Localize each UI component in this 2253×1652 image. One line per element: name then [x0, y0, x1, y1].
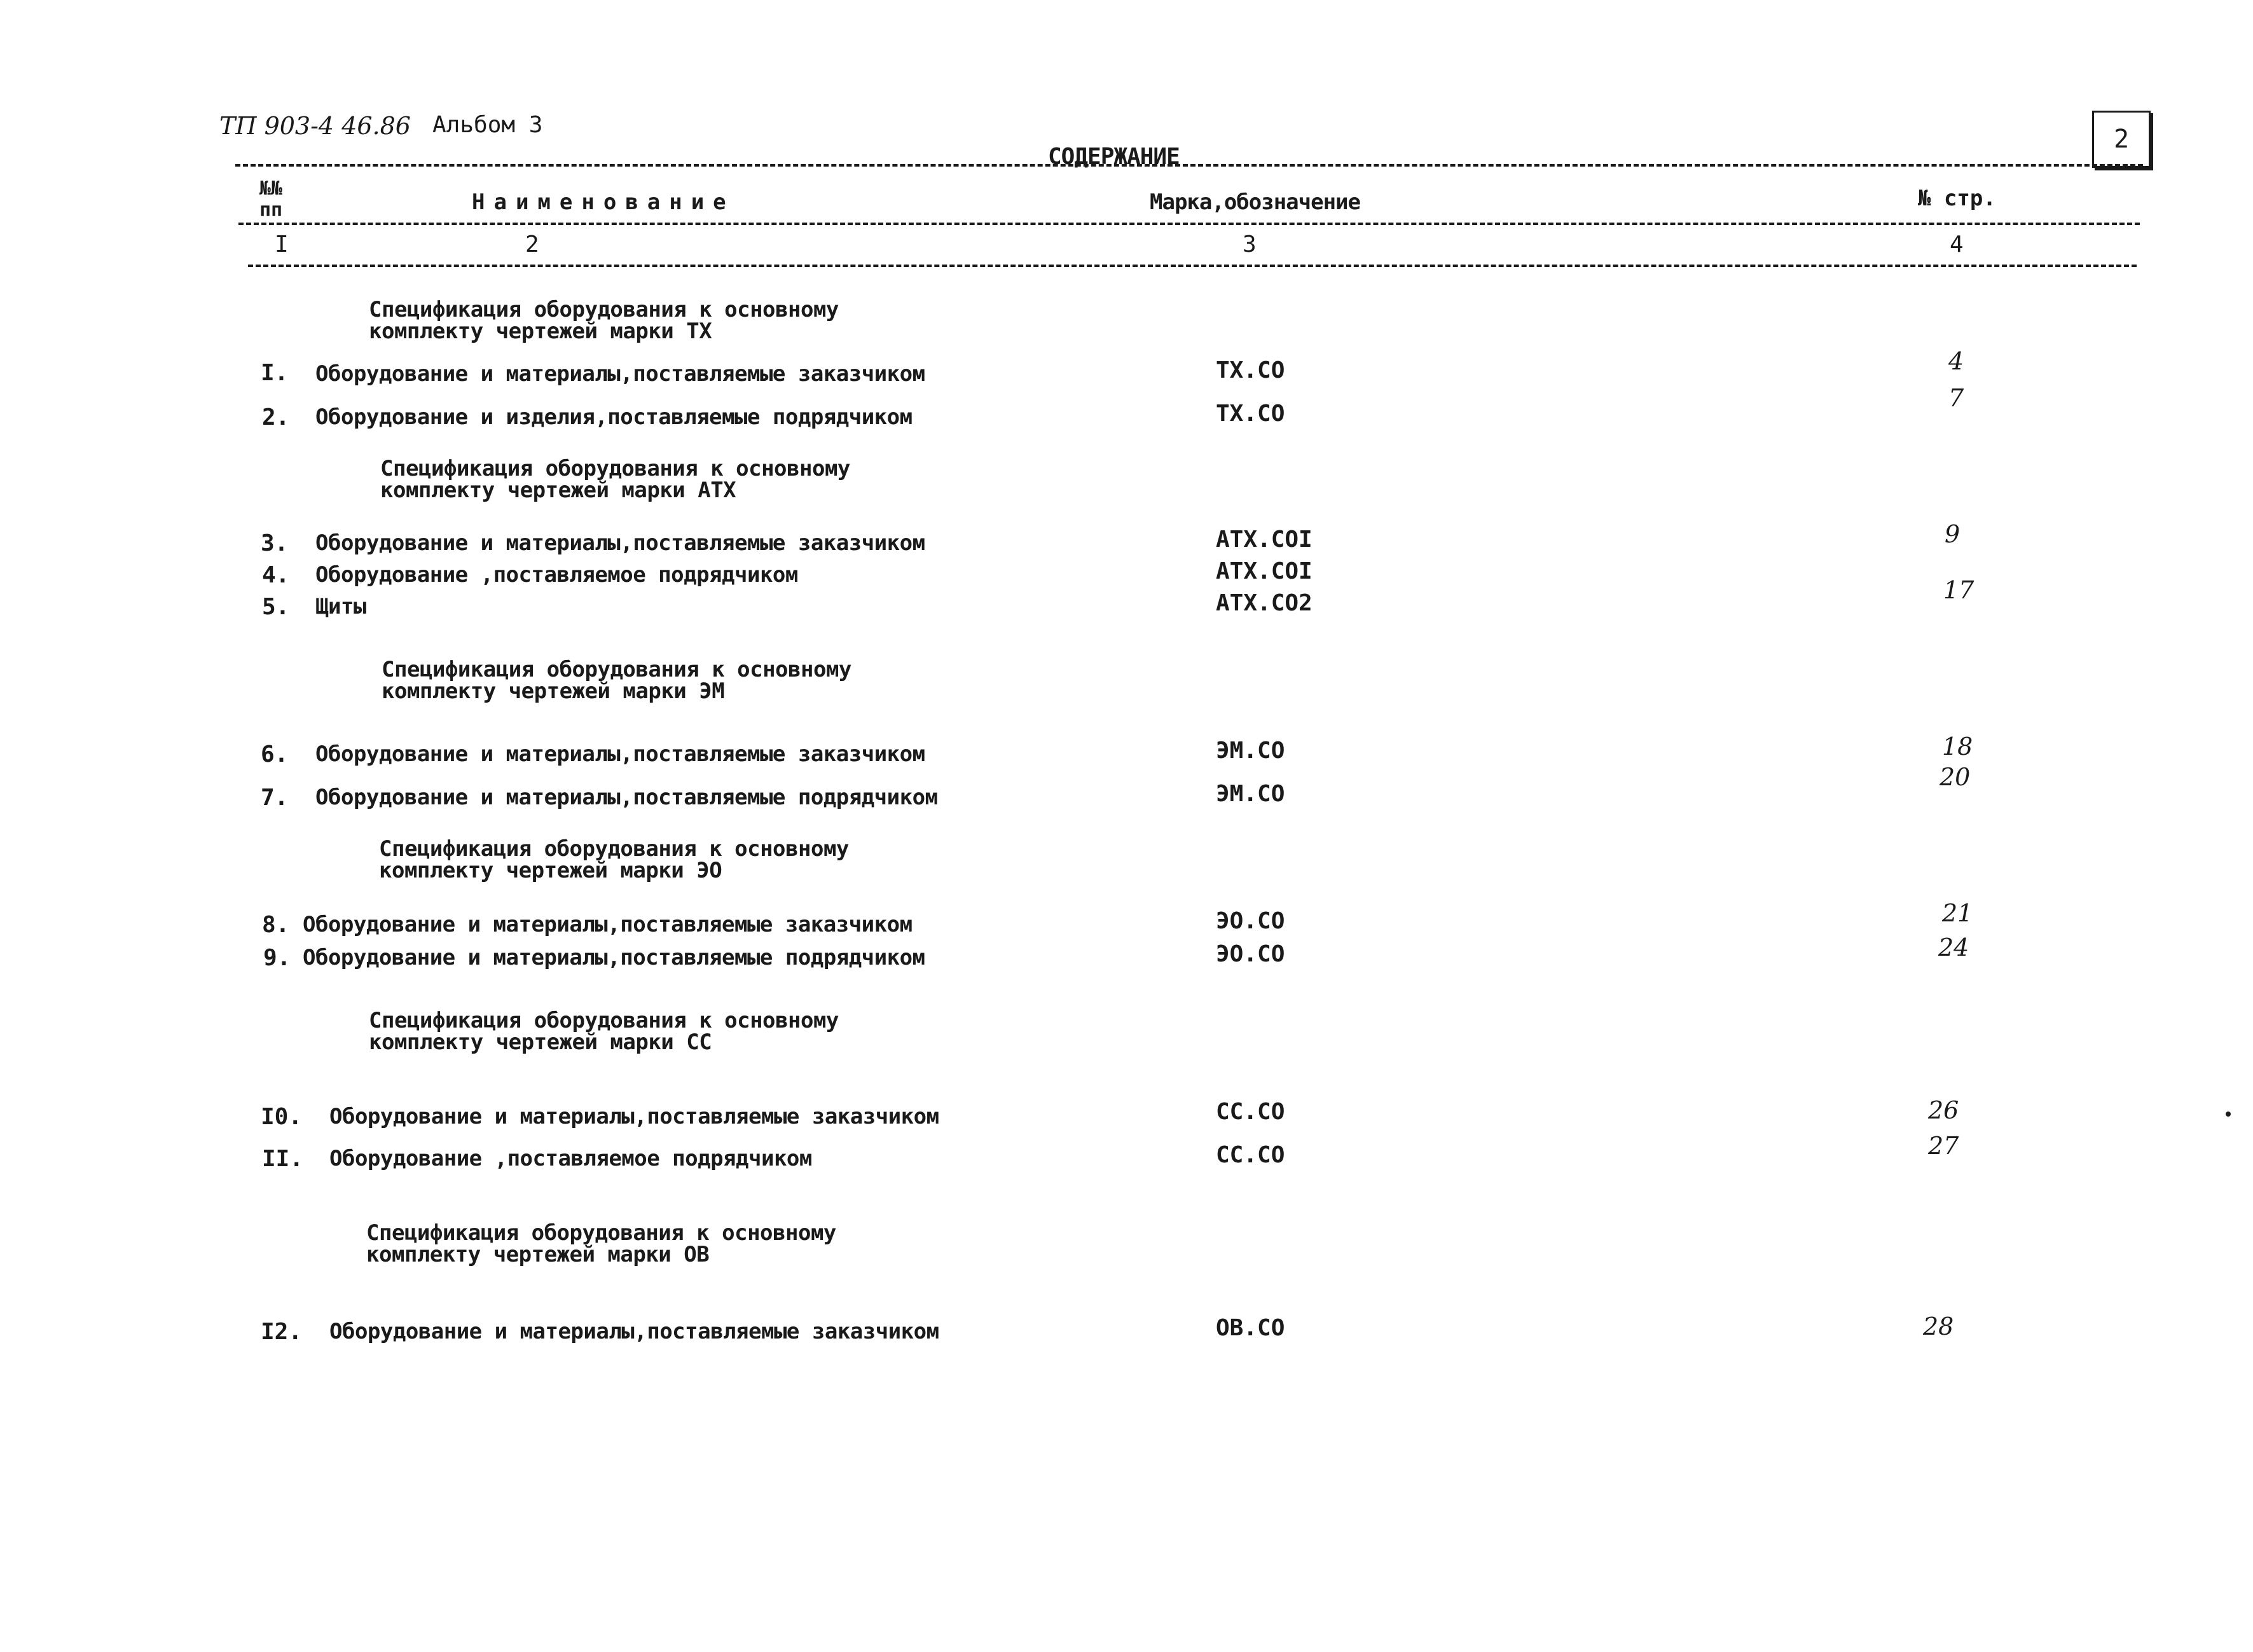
row-number: 4. — [262, 562, 290, 588]
header-num — [259, 178, 298, 221]
section-heading-line: Спецификация оборудования к основному — [369, 1008, 839, 1033]
row-mark: АТХ.СОI — [1216, 558, 1313, 584]
section-heading-line: комплекту чертежей марки ЭМ — [382, 678, 725, 704]
row-page: 18 — [1942, 733, 1973, 761]
col-number-2: 2 — [525, 231, 539, 258]
row-name: Оборудование и материалы,поставляемые заказчиком — [315, 530, 925, 556]
row-page: 21 — [1942, 899, 1973, 927]
row-mark: ЭО.СО — [1216, 941, 1285, 967]
table-rule-header — [238, 223, 2140, 225]
row-number: 7. — [261, 785, 289, 811]
row-page: 27 — [1928, 1132, 1959, 1160]
table-rule-top — [235, 164, 2143, 167]
row-name: Оборудование и материалы,поставляемые заказчиком — [303, 912, 913, 937]
row-mark: ОВ.СО — [1216, 1315, 1285, 1341]
row-number: 2. — [262, 404, 290, 430]
row-number: I2. — [261, 1319, 303, 1345]
row-page: 9 — [1945, 520, 1960, 548]
row-number: I0. — [261, 1104, 303, 1130]
row-name: Оборудование и материалы,поставляемые подрядчиком — [315, 785, 938, 810]
row-page: 28 — [1923, 1312, 1954, 1340]
section-heading — [369, 1010, 839, 1053]
row-mark: ТХ.СО — [1216, 357, 1285, 383]
row-mark: АТХ.СО2 — [1216, 590, 1313, 616]
row-name: Оборудование ,поставляемое подрядчиком — [329, 1146, 812, 1171]
col-number-4: 4 — [1950, 231, 1964, 258]
page-number-box: 2 — [2092, 111, 2151, 168]
row-number: 5. — [262, 594, 290, 620]
row-name: Оборудование ,поставляемое подрядчиком — [315, 562, 798, 588]
row-name: Оборудование и материалы,поставляемые заказчиком — [329, 1319, 939, 1344]
row-number: II. — [262, 1146, 304, 1172]
row-mark: ЭМ.СО — [1216, 781, 1285, 807]
section-heading — [380, 458, 850, 501]
album-label: Альбом 3 — [432, 112, 543, 138]
row-page: 7 — [1948, 384, 1964, 412]
row-name: Щиты — [315, 594, 366, 619]
document-code: ТП 903-4 46.86 — [219, 112, 411, 140]
header-page: № стр. — [1918, 186, 1996, 211]
scan-speck — [2226, 1112, 2231, 1117]
row-mark: ЭМ.СО — [1216, 738, 1285, 764]
row-number: 6. — [261, 741, 289, 767]
row-name: Оборудование и материалы,поставляемые заказчиком — [315, 741, 925, 767]
row-mark: СС.СО — [1216, 1099, 1285, 1125]
section-heading-line: комплекту чертежей марки СС — [369, 1029, 712, 1055]
row-number: 8. — [262, 912, 290, 938]
row-mark: СС.СО — [1216, 1142, 1285, 1168]
table-rule-numbers — [248, 265, 2137, 267]
row-number: 3. — [261, 530, 289, 556]
section-heading — [366, 1222, 836, 1265]
row-page: 4 — [1948, 347, 1964, 375]
header-name: Наименование — [472, 189, 735, 215]
section-heading-line: комплекту чертежей марки ОВ — [366, 1242, 710, 1267]
section-heading-line: Спецификация оборудования к основному — [379, 836, 849, 862]
section-heading-line: комплекту чертежей марки АТХ — [380, 478, 736, 503]
row-number: 9. — [263, 945, 291, 971]
section-heading — [379, 838, 849, 881]
row-page: 24 — [1938, 933, 1969, 961]
section-heading — [382, 659, 851, 702]
section-heading-line: комплекту чертежей марки ЭО — [379, 858, 722, 883]
row-name: Оборудование и материалы,поставляемые подрядчиком — [303, 945, 925, 970]
row-name: Оборудование и материалы,поставляемые заказчиком — [315, 361, 925, 387]
row-page: 17 — [1943, 576, 1974, 604]
page-title: СОДЕРЖАНИЕ — [1048, 144, 1180, 170]
section-heading-line: Спецификация оборудования к основному — [382, 657, 851, 682]
row-mark: ЭО.СО — [1216, 908, 1285, 934]
row-page: 26 — [1928, 1096, 1959, 1124]
col-number-1: I — [275, 231, 289, 258]
header-num-label: №№ пп — [259, 177, 283, 221]
header-mark: Марка,обозначение — [1150, 189, 1360, 215]
row-page: 20 — [1940, 763, 1971, 791]
row-number: I. — [261, 360, 289, 386]
row-mark: ТХ.СО — [1216, 401, 1285, 427]
row-name: Оборудование и изделия,поставляемые подрядчиком — [315, 404, 913, 430]
row-name: Оборудование и материалы,поставляемые заказчиком — [329, 1104, 939, 1129]
section-heading-line: Спецификация оборудования к основному — [366, 1220, 836, 1246]
row-mark: АТХ.СОI — [1216, 527, 1313, 553]
section-heading — [369, 299, 839, 342]
section-heading-line: комплекту чертежей марки ТХ — [369, 319, 712, 344]
section-heading-line: Спецификация оборудования к основному — [369, 297, 839, 322]
section-heading-line: Спецификация оборудования к основному — [380, 456, 850, 481]
col-number-3: 3 — [1243, 231, 1257, 258]
